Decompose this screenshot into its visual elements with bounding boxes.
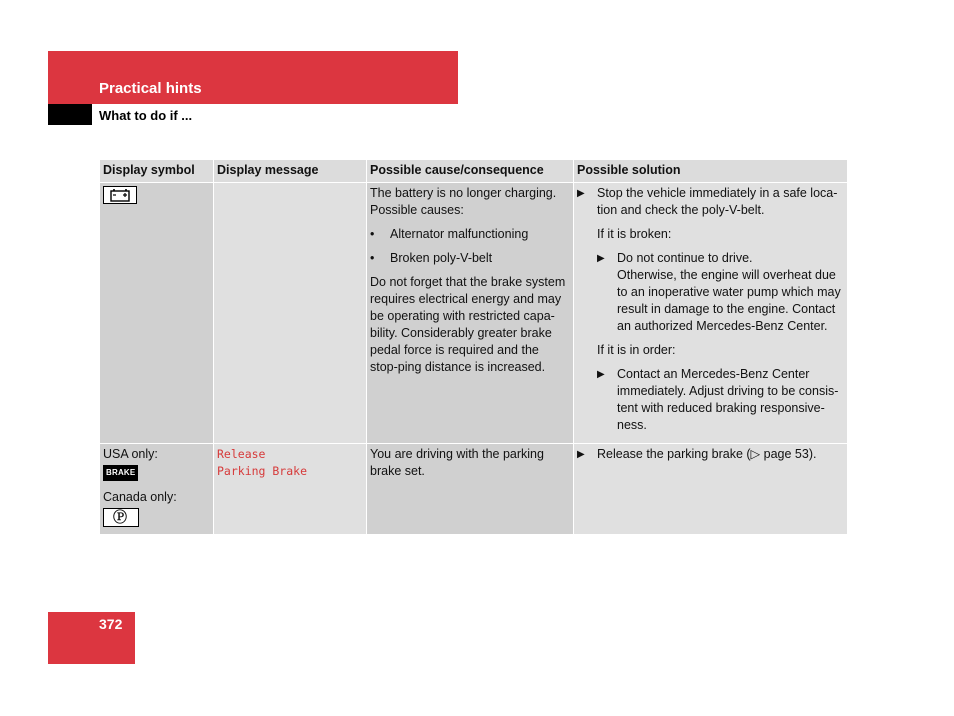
- solution-cell: [574, 183, 848, 444]
- action-step: ▶ Contact an Mercedes-Benz Center immediately. Adjust driving to be consis-tent with reduced braking responsive-ness.: [597, 367, 839, 432]
- bullet-icon: •: [370, 251, 375, 265]
- column-header: Possible cause/consequence: [367, 160, 574, 183]
- page-number: 372: [99, 616, 123, 632]
- table-row: [100, 444, 848, 535]
- list-item: • Broken poly-V-belt: [370, 251, 493, 265]
- condition-label: If it is broken:: [597, 227, 672, 241]
- cause-intro: The battery is no longer charging. Possible causes:: [370, 186, 557, 217]
- triangle-right-icon: ▶: [577, 188, 585, 199]
- table-row: [100, 183, 848, 444]
- section-title: Practical hints: [99, 80, 202, 97]
- action-step: ▶ Stop the vehicle immediately in a safe loca-tion and check the poly-V-belt.: [577, 186, 838, 217]
- condition-label: If it is in order:: [597, 343, 676, 357]
- bullet-icon: •: [370, 227, 375, 241]
- display-symbol-cell: [100, 444, 214, 535]
- cause-cell: [367, 183, 574, 444]
- action-step: ▶ Release the parking brake (▷ page 53).: [577, 447, 817, 461]
- column-header: Display symbol: [100, 160, 214, 183]
- display-message-line: Parking Brake: [217, 464, 308, 478]
- display-message-cell: [214, 183, 367, 444]
- canada-label: Canada only:: [103, 490, 177, 504]
- display-message-cell: [214, 444, 367, 535]
- solution-cell: [574, 444, 848, 535]
- page-subtitle: What to do if ...: [99, 108, 193, 123]
- column-header: Display message: [214, 160, 367, 183]
- action-step: ▶ Do not continue to drive. Otherwise, the engine will overheat due to an inoperative water pump which may result in damage to the engine. Contact an authorized Mercedes-Benz Center.: [597, 251, 841, 333]
- cause-cell: You are driving with the parking brake set.: [367, 444, 574, 535]
- brake-warning-icon: BRAKE: [103, 465, 138, 481]
- triangle-right-icon: ▶: [597, 253, 605, 264]
- table-header-row: [100, 160, 848, 183]
- parking-brake-icon: Ⓟ: [103, 508, 139, 527]
- display-symbol-cell: [100, 183, 214, 444]
- section-marker: [48, 104, 92, 125]
- battery-icon: [103, 186, 137, 204]
- cause-note: Do not forget that the brake system requires electrical energy and may be operating with restricted capa-bility. Considerably greater brake pedal force is required and the stop-ping distance is increased.: [370, 275, 566, 374]
- usa-label: USA only:: [103, 447, 158, 461]
- column-header: Possible solution: [574, 160, 848, 183]
- triangle-right-icon: ▶: [577, 449, 585, 460]
- display-message-line: Release: [217, 447, 266, 461]
- triangle-right-icon: ▶: [597, 369, 605, 380]
- list-item: • Alternator malfunctioning: [370, 227, 529, 241]
- display-messages-table: [99, 159, 848, 535]
